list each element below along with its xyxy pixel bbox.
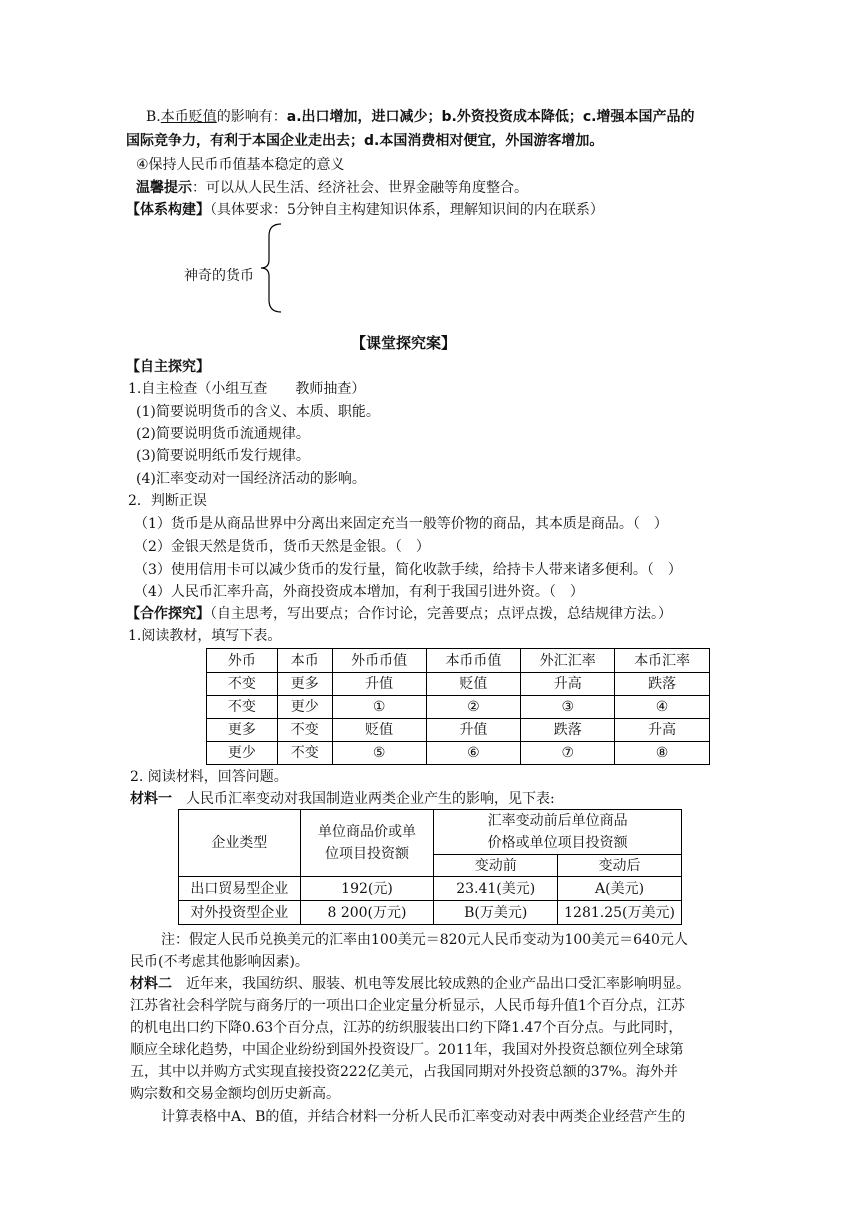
table-header-cell: 外币 xyxy=(207,649,278,673)
table-cell: ③ xyxy=(521,696,615,719)
judge-1: （1）货币是从商品世界中分离出来固定充当一般等价物的商品，其本质是商品。（ ） xyxy=(134,516,668,532)
material-2-line: 江苏省社会科学院与商务厅的一项出口企业定量分析显示，人民币每升值1个百分点，江苏 xyxy=(130,998,685,1014)
judge-3: （3）使用信用卡可以减少货币的发行量，简化收款手续，给持卡人带来诸多便利。（ ） xyxy=(134,562,682,578)
table-cell: ⑤ xyxy=(332,742,426,765)
table-cell: 对外投资型企业 xyxy=(179,901,301,925)
table-cell: 8 200(万元) xyxy=(300,901,434,925)
read-1: 1.阅读教材，填写下表。 xyxy=(128,628,282,644)
material-1-line xyxy=(130,789,555,809)
tip-line xyxy=(136,178,528,198)
table-cell: ④ xyxy=(615,696,710,719)
table-header-row xyxy=(179,810,682,855)
table-cell: 升高 xyxy=(521,673,615,696)
table-header-cell: 企业类型 xyxy=(179,810,301,877)
material-1-text: 人民币汇率变动对我国制造业两类企业产生的影响，见下表: xyxy=(172,791,555,807)
note-1: 注：假定人民币兑换美元的汇率由100美元＝820元人民币变动为100美元＝640元人 xyxy=(161,932,688,948)
material-2-line xyxy=(130,974,690,994)
table-cell: ① xyxy=(332,696,426,719)
table-cell: 不变 xyxy=(277,719,332,742)
table-cell: A(美元) xyxy=(558,877,682,901)
table-row xyxy=(207,719,710,742)
b-prefix: B. xyxy=(146,109,161,125)
table-header-row xyxy=(207,649,710,673)
self-q1: (1)简要说明货币的含义、本质、职能。 xyxy=(136,404,380,420)
table-cell: 更少 xyxy=(207,742,278,765)
coop-line xyxy=(126,604,672,624)
material-2-text: 近年来，我国纺织、服装、机电等发展比较成熟的企业产品出口受汇率影响明显。 xyxy=(172,976,690,992)
table-cell: 192(元) xyxy=(300,877,434,901)
table-cell: 升值 xyxy=(426,719,521,742)
self-heading: 【自主探究】 xyxy=(126,359,210,375)
table-row xyxy=(207,673,710,696)
table-cell: ⑦ xyxy=(521,742,615,765)
tip-text: ：可以从人民生活、经济社会、世界金融等角度整合。 xyxy=(192,180,528,196)
brace-label: 神奇的货币 xyxy=(184,268,254,284)
tip-label: 温馨提示 xyxy=(136,180,192,196)
table-cell: ⑧ xyxy=(615,742,710,765)
coop-heading-text: （自主思考，写出要点；合作讨论，完善要点；点评点拨，总结规律方法。） xyxy=(210,606,672,622)
table-cell: 升高 xyxy=(615,719,710,742)
material-2-label: 材料二 xyxy=(130,976,172,992)
table-cell: 1281.25(万美元) xyxy=(558,901,682,925)
table-header-cell xyxy=(434,810,682,855)
system-label: 【体系构建】 xyxy=(126,202,210,218)
price-header-line: 位项目投资额 xyxy=(324,846,409,862)
self-q4: (4)汇率变动对一国经济活动的影响。 xyxy=(136,471,366,487)
self-q3: (3)简要说明纸币发行规律。 xyxy=(136,448,310,464)
table-row xyxy=(207,742,710,765)
material-1-label: 材料一 xyxy=(130,791,172,807)
table-header-cell: 本币汇率 xyxy=(615,649,710,673)
material-2-line: 顺应全球化趋势，中国企业纷纷到国外投资设厂。2011年，我国对外投资总额位列全球第 xyxy=(130,1042,684,1058)
table-cell: 不变 xyxy=(207,696,278,719)
system-line xyxy=(126,200,604,220)
self-check: 1.自主检查（小组互查 教师抽查） xyxy=(128,381,366,397)
table-header-cell xyxy=(300,810,434,877)
b-line-1 xyxy=(146,107,694,127)
table-header-cell: 外汇汇率 xyxy=(521,649,615,673)
change-header-line: 价格或单位项目投资额 xyxy=(487,835,628,851)
table-cell: 跌落 xyxy=(615,673,710,696)
brace-icon xyxy=(257,222,287,314)
table-cell: 更少 xyxy=(277,696,332,719)
table-cell: 不变 xyxy=(207,673,278,696)
table-header-cell: 变动后 xyxy=(558,855,682,877)
table-cell: 更多 xyxy=(207,719,278,742)
change-header-line: 汇率变动前后单位商品 xyxy=(487,813,628,829)
judge-heading: 2．判断正误 xyxy=(128,493,207,509)
material-2-line: 的机电出口约下降0.63个百分点，江苏的纺织服装出口约下降1.47个百分点。与此同时， xyxy=(130,1020,683,1036)
table-cell: ② xyxy=(426,696,521,719)
table-cell: 贬值 xyxy=(332,719,426,742)
b-line-2: 国际竞争力，有利于本国企业走出去；d.本国消费相对便宜，外国游客增加。 xyxy=(126,133,604,149)
table-header-cell: 外币币值 xyxy=(332,649,426,673)
item-4: ④保持人民币币值基本稳定的意义 xyxy=(136,157,345,173)
b-line1-rest: a.出口增加，进口减少；b.外资投资成本降低；c.增强本国产品的 xyxy=(286,109,695,125)
table-cell: 出口贸易型企业 xyxy=(179,877,301,901)
table-header-cell: 本币币值 xyxy=(426,649,521,673)
b-mid: 的影响有： xyxy=(216,109,287,125)
material-2-line: 购宗数和交易金额均创历史新高。 xyxy=(130,1086,340,1102)
table-cell: ⑥ xyxy=(426,742,521,765)
calc-question: 计算表格中A、B的值，并结合材料一分析人民币汇率变动对表中两类企业经营产生的 xyxy=(161,1109,686,1125)
table-cell: 更多 xyxy=(277,673,332,696)
b-term: 本币贬值 xyxy=(160,109,217,125)
table-row xyxy=(179,901,682,925)
table-row xyxy=(207,696,710,719)
table-row xyxy=(179,877,682,901)
table-cell: 升值 xyxy=(332,673,426,696)
read-2: 2. 阅读材料，回答问题。 xyxy=(130,769,288,785)
system-text: （具体要求：5分钟自主构建知识体系，理解知识间的内在联系） xyxy=(210,202,604,218)
section-title: 【课堂探究案】 xyxy=(351,334,457,352)
price-header-line: 单位商品价或单 xyxy=(317,824,416,840)
table-header-cell: 本币 xyxy=(277,649,332,673)
material-2-line: 五，其中以并购方式实现直接投资222亿美元，占我国同期对外投资总额的37%。海外并 xyxy=(130,1064,678,1080)
table-cell: 贬值 xyxy=(426,673,521,696)
table-cell: 不变 xyxy=(277,742,332,765)
table-header-cell: 变动前 xyxy=(434,855,558,877)
note-2: 民币(不考虑其他影响因素)。 xyxy=(130,954,309,970)
exchange-table xyxy=(206,648,710,765)
judge-4: （4）人民币汇率升高，外商投资成本增加，有利于我国引进外资。（ ） xyxy=(134,584,584,600)
self-q2: (2)简要说明货币流通规律。 xyxy=(136,426,310,442)
enterprise-table xyxy=(178,809,682,925)
coop-heading: 【合作探究】 xyxy=(126,606,210,622)
table-cell: 跌落 xyxy=(521,719,615,742)
table-cell: 23.41(美元) xyxy=(434,877,558,901)
judge-2: （2）金银天然是货币，货币天然是金银。（ ） xyxy=(134,539,430,555)
table-cell: B(万美元) xyxy=(434,901,558,925)
